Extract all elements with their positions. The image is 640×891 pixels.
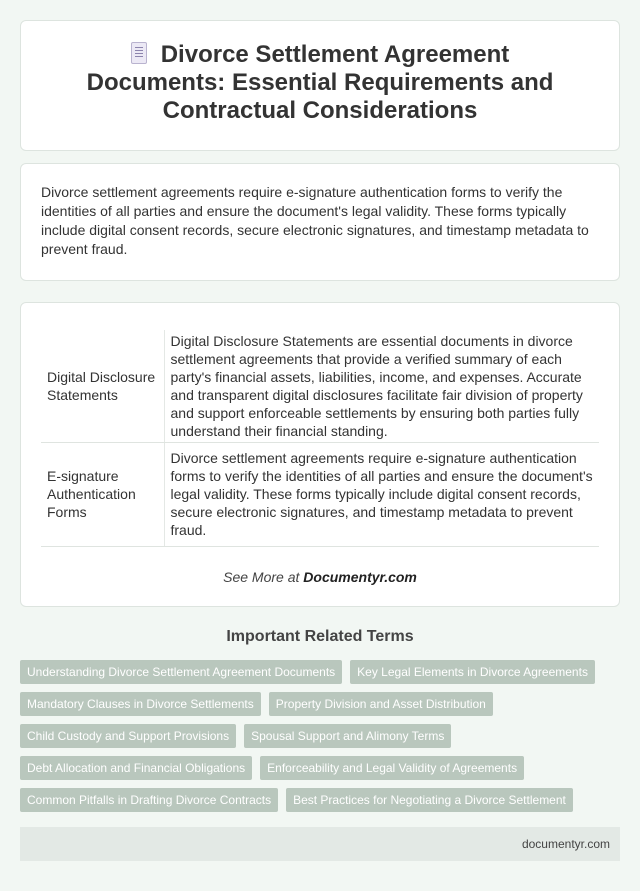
related-terms-list [20,660,620,820]
title-card [20,20,620,151]
related-term-tag[interactable]: Common Pitfalls in Drafting Divorce Contracts [20,788,278,812]
definition-cell: Divorce settlement agreements require e-signature authentication forms to verify the identities of all parties and ensure the document's legal validity. These forms typically include digital consent records, secure electronic signatures, and timestamp metadata to prevent fraud. [164,442,599,546]
related-term-tag[interactable]: Debt Allocation and Financial Obligations [20,756,252,780]
related-term-tag[interactable]: Understanding Divorce Settlement Agreement Documents [20,660,342,684]
table-row [41,442,599,546]
see-more-link[interactable]: Documentyr.com [303,569,417,585]
terms-table [41,330,599,547]
term-cell: Digital Disclosure Statements [41,330,164,442]
see-more-prefix: See More at [223,569,304,585]
see-more-line [21,569,619,585]
tag-row [20,788,620,812]
tag-row [20,756,620,780]
document-icon [131,42,147,64]
page-title-text: Divorce Settlement Agreement Documents: Essential Requirements and Contractual Considerations [86,41,554,124]
intro-paragraph: Divorce settlement agreements require e-signature authentication forms to verify the identities of all parties and ensure the document's legal validity. These forms typically include digital consent records, secure electronic signatures, and timestamp metadata to prevent fraud. [41,184,589,257]
related-term-tag[interactable]: Key Legal Elements in Divorce Agreements [350,660,595,684]
tag-row [20,660,620,684]
footer-site-link[interactable]: documentyr.com [521,837,610,851]
related-term-tag[interactable]: Enforceability and Legal Validity of Agreements [260,756,524,780]
table-row [41,330,599,442]
intro-card [20,163,620,281]
footer [20,827,620,861]
definition-cell: Digital Disclosure Statements are essential documents in divorce settlement agreements that provide a verified summary of each party's financial assets, liabilities, income, and expenses. Accurate and transparent digital disclosures facilitate fair division of property and support enforceable settlements by ensuring both parties fully understand their financial standing. [164,330,599,442]
related-term-tag[interactable]: Mandatory Clauses in Divorce Settlements [20,692,261,716]
page-title [21,41,619,125]
related-term-tag[interactable]: Child Custody and Support Provisions [20,724,236,748]
related-terms-heading: Important Related Terms [226,628,414,645]
tag-row [20,692,620,716]
terms-table-card [20,302,620,607]
related-term-tag[interactable]: Property Division and Asset Distribution [269,692,493,716]
tag-row [20,724,620,748]
term-cell: E-signature Authentication Forms [41,442,164,546]
related-term-tag[interactable]: Spousal Support and Alimony Terms [244,724,451,748]
related-term-tag[interactable]: Best Practices for Negotiating a Divorce Settlement [286,788,573,812]
